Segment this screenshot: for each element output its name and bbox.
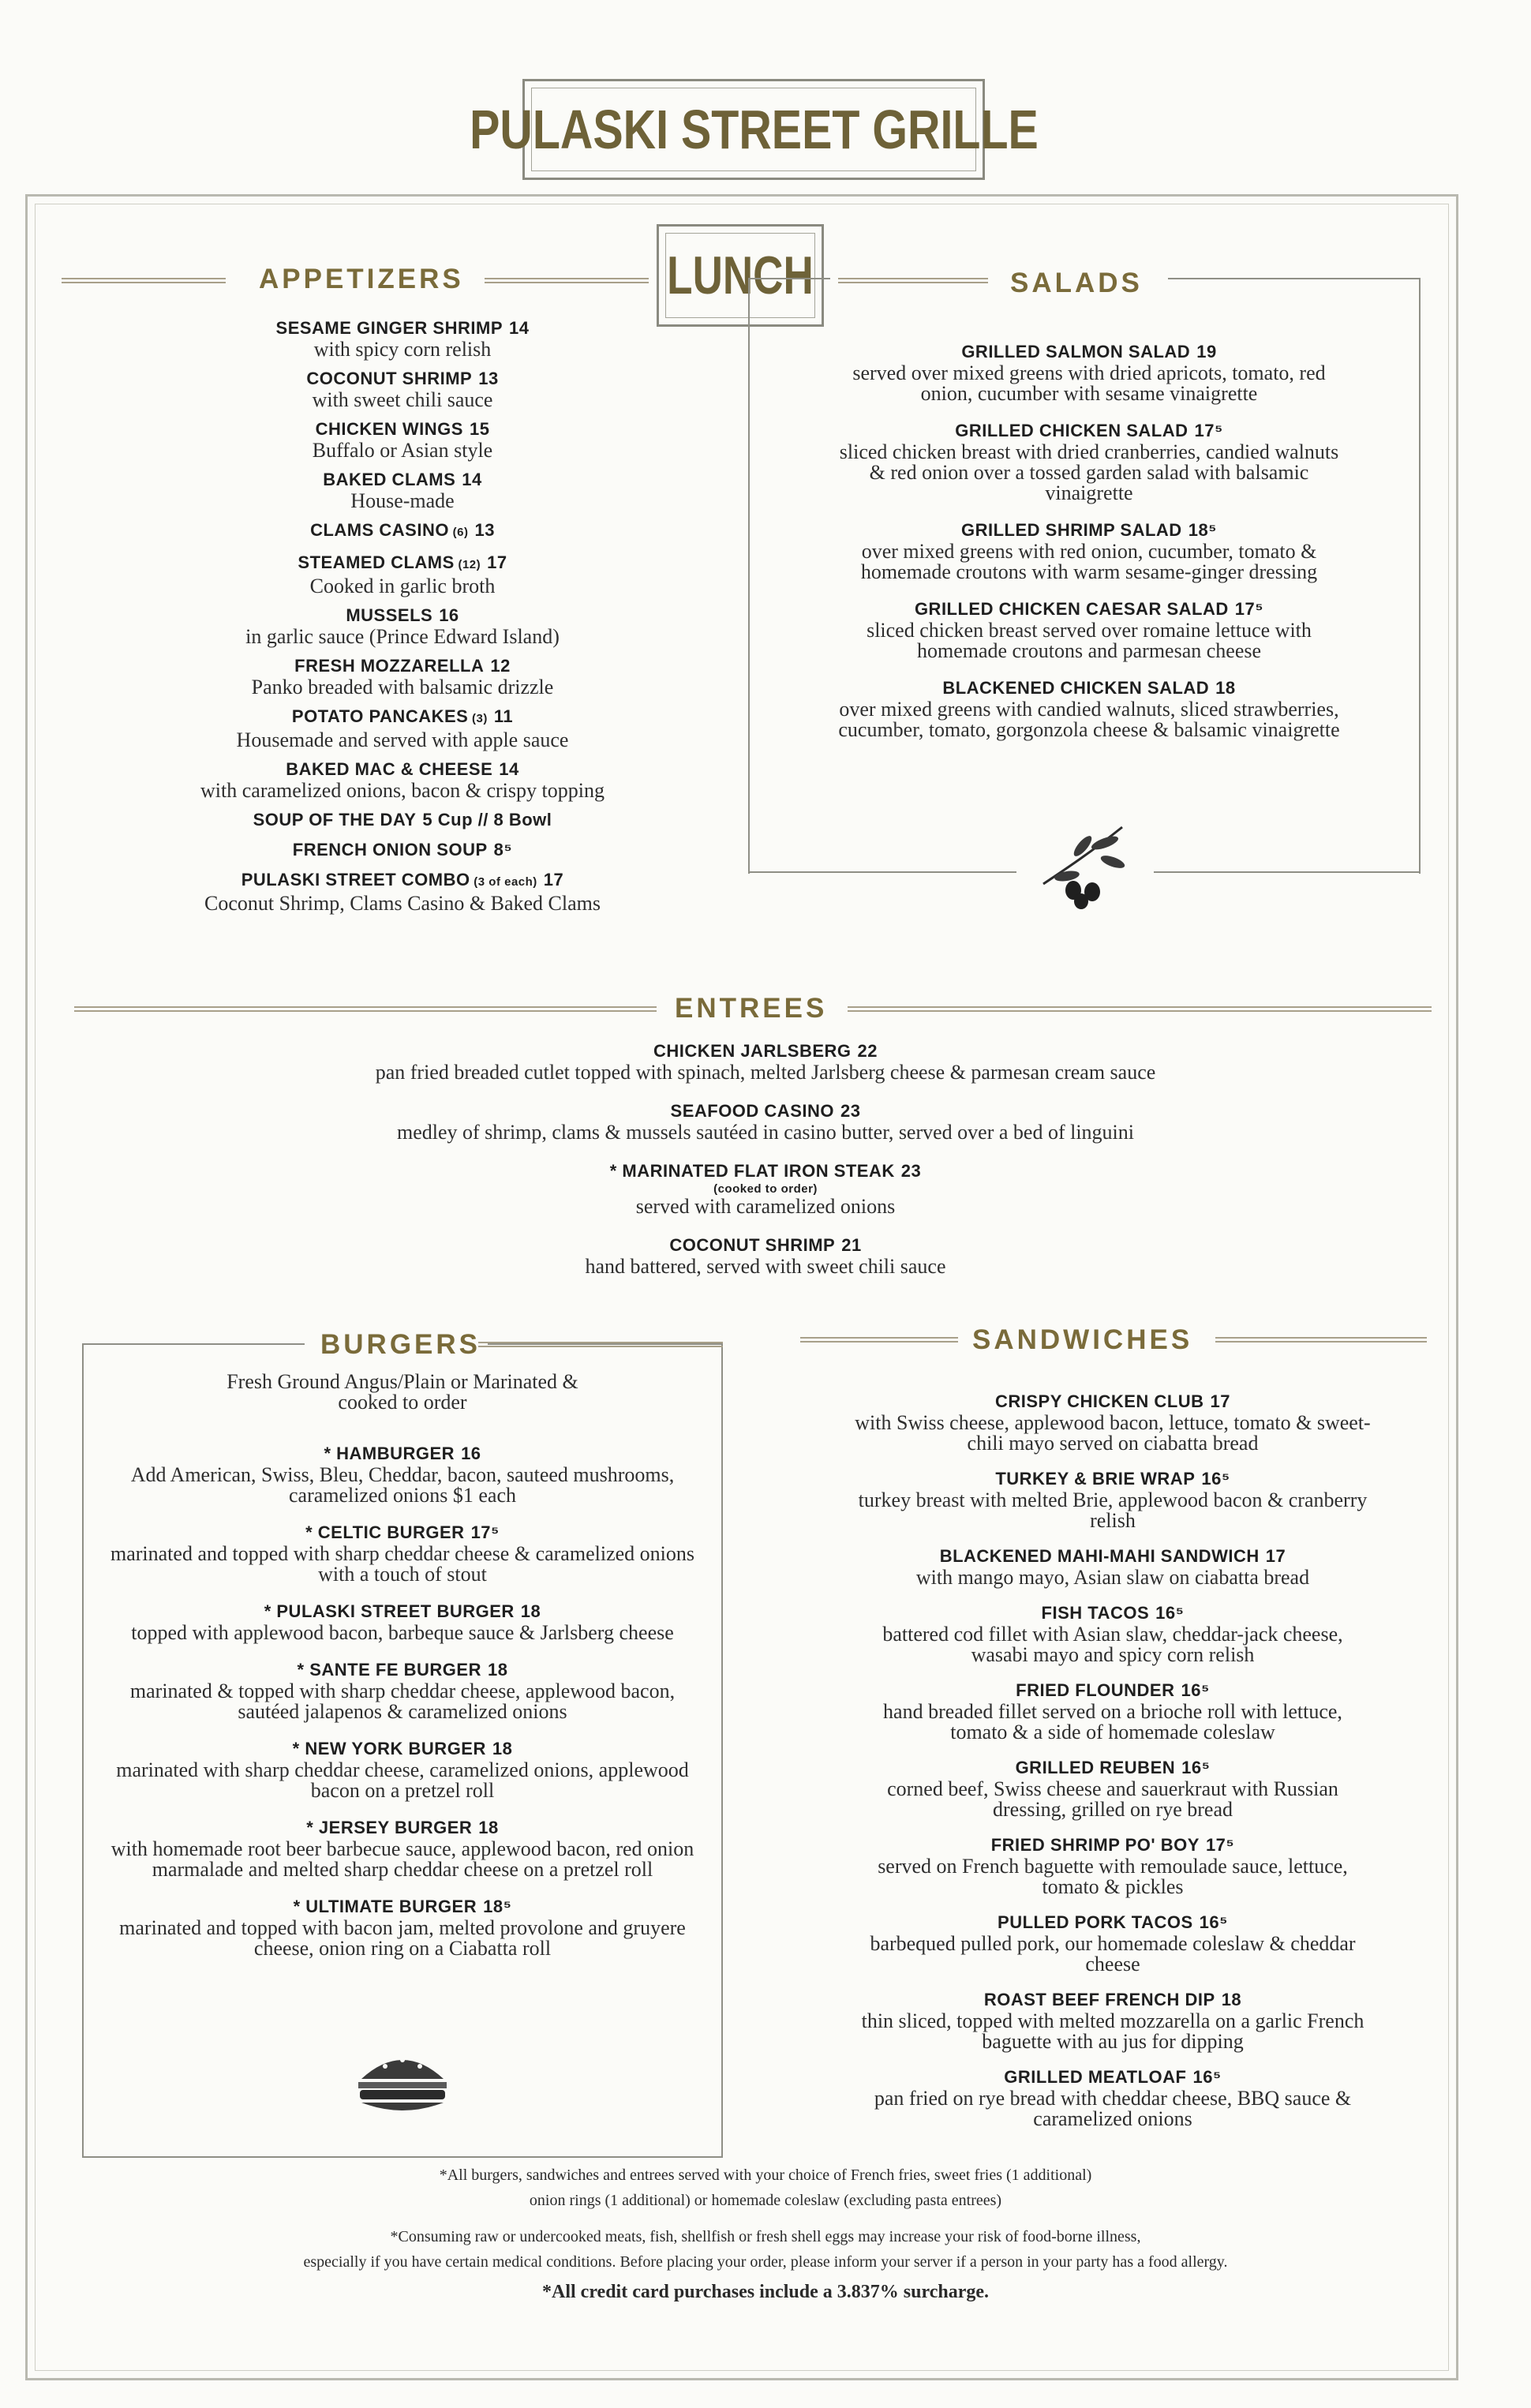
sandwich-item-title: CRISPY CHICKEN CLUB	[994, 1391, 1204, 1411]
burger-item-name	[103, 1601, 702, 1623]
appetizer-item-title: CHICKEN WINGS	[315, 419, 463, 439]
sandwich-item-name	[797, 1757, 1428, 1779]
salads-box-top-right	[1168, 278, 1421, 279]
burger-item	[103, 1443, 702, 1506]
sandwich-item-desc: hand breaded fillet served on a brioche roll with lettuce, tomato & a side of homemade coleslaw	[883, 1700, 1342, 1743]
burger-icon	[354, 2046, 451, 2117]
burgers-box-top-left	[82, 1343, 305, 1345]
appetizer-item-name	[126, 809, 679, 831]
salad-item-name	[789, 341, 1389, 363]
appetizer-item-name	[126, 368, 679, 390]
entree-item-desc: hand battered, served with sweet chili sauce	[585, 1255, 946, 1278]
appetizer-item	[126, 418, 679, 461]
appetizer-item-name	[126, 552, 679, 576]
entree-item-price: 23	[900, 1161, 922, 1181]
burger-item-title: * PULASKI STREET BURGER	[264, 1601, 515, 1621]
appetizer-item-price: 11	[493, 706, 514, 726]
entree-item-price: 22	[857, 1041, 878, 1061]
appetizer-item	[126, 809, 679, 831]
sandwich-item-price: 16⁵	[1199, 1912, 1228, 1932]
salad-item-title: GRILLED SALMON SALAD	[961, 342, 1191, 361]
appetizer-item-price: 8⁵	[493, 840, 513, 859]
sandwich-item-name	[797, 1602, 1428, 1624]
burger-item-desc: marinated and topped with bacon jam, melted provolone and gruyere cheese, onion ring on a Ciabatta roll	[119, 1916, 686, 1960]
burger-item	[103, 1659, 702, 1722]
salad-item-price: 18⁵	[1188, 520, 1218, 540]
appetizer-item-qty: (12)	[454, 558, 481, 571]
sandwich-item-title: FRIED FLOUNDER	[1016, 1680, 1175, 1700]
sides-note-2: onion rings (1 additional) or homemade coleslaw (excluding pasta entrees)	[529, 2192, 1002, 2209]
sandwich-item-price: 17	[1210, 1391, 1231, 1411]
burger-item-name	[103, 1896, 702, 1918]
appetizer-item-price: 5 Cup // 8 Bowl	[422, 810, 552, 830]
appetizer-item-title: FRENCH ONION SOUP	[292, 840, 488, 859]
sandwich-item-price: 17⁵	[1205, 1835, 1235, 1855]
sandwich-item-title: GRILLED MEATLOAF	[1004, 2067, 1187, 2087]
entree-item-title: SEAFOOD CASINO	[670, 1101, 834, 1121]
appetizer-item	[126, 469, 679, 511]
salad-item-title: BLACKENED CHICKEN SALAD	[942, 678, 1210, 698]
appetizer-item	[126, 758, 679, 801]
burger-item-price: 18	[487, 1660, 508, 1680]
divider	[1215, 1337, 1427, 1343]
burger-item	[103, 1738, 702, 1801]
salads-box-bottom-left	[748, 871, 1016, 873]
sandwich-item-price: 16⁵	[1155, 1603, 1185, 1623]
sandwich-item-name	[797, 1989, 1428, 2011]
sandwich-item-price: 16⁵	[1181, 1758, 1211, 1777]
burger-item-price: 18	[492, 1739, 513, 1758]
salad-item	[789, 598, 1389, 661]
restaurant-title-box	[469, 79, 1039, 180]
salad-item	[789, 677, 1389, 740]
sandwich-item-name	[797, 1468, 1428, 1490]
burgers-intro: Fresh Ground Angus/Plain or Marinated & cooked to order	[226, 1370, 578, 1414]
burger-item	[103, 1522, 702, 1585]
entree-item-note: (cooked to order)	[713, 1182, 818, 1196]
divider	[800, 1337, 958, 1343]
salads-list	[789, 341, 1389, 756]
appetizer-item	[126, 519, 679, 544]
salad-item-price: 19	[1196, 342, 1217, 361]
footer-notes	[95, 2163, 1436, 2305]
sandwiches-heading: SANDWICHES	[972, 1324, 1193, 1355]
appetizer-item-price: 14	[462, 470, 482, 489]
burger-item-price: 18	[478, 1818, 499, 1837]
salad-item-desc: over mixed greens with candied walnuts, sliced strawberries, cucumber, tomato, gorgonzola cheese & balsamic vinaigrette	[838, 698, 1340, 741]
sandwich-item-desc: battered cod fillet with Asian slaw, cheddar-jack cheese, wasabi mayo and spicy corn relish	[882, 1623, 1343, 1666]
appetizer-item-title: PULASKI STREET COMBO	[241, 870, 470, 889]
burger-item	[103, 1896, 702, 1959]
appetizer-item-desc: with caramelized onions, bacon & crispy topping	[200, 779, 605, 802]
sandwich-item-desc: thin sliced, topped with melted mozzarella on a garlic French baguette with au jus for dipping	[861, 2009, 1364, 2053]
appetizer-item-price: 13	[478, 369, 499, 388]
entree-item-desc: medley of shrimp, clams & mussels sautéed in casino butter, served over a bed of linguini	[396, 1121, 1135, 1144]
burger-item-price: 17⁵	[470, 1522, 500, 1542]
appetizer-item-name	[126, 869, 679, 893]
appetizer-item-title: STEAMED CLAMS	[298, 552, 455, 572]
entree-item-desc: pan fried breaded cutlet topped with spinach, melted Jarlsberg cheese & parmesan cream sauce	[375, 1061, 1156, 1084]
appetizer-item-title: SESAME GINGER SHRIMP	[275, 318, 503, 338]
appetizer-item-title: COCONUT SHRIMP	[306, 369, 473, 388]
burger-item-price: 18⁵	[483, 1897, 512, 1916]
entree-item-title: COCONUT SHRIMP	[669, 1235, 836, 1255]
sandwich-item-desc: with mango mayo, Asian slaw on ciabatta bread	[915, 1566, 1310, 1589]
appetizer-item-name	[126, 317, 679, 339]
appetizer-item	[126, 655, 679, 698]
burger-item-name	[103, 1443, 702, 1465]
appetizer-item-name	[126, 706, 679, 730]
burger-item-desc: marinated and topped with sharp cheddar cheese & caramelized onions with a touch of stout	[110, 1542, 694, 1586]
appetizer-item-name	[126, 758, 679, 781]
salad-item-title: GRILLED CHICKEN CAESAR SALAD	[914, 599, 1229, 619]
sandwich-item	[797, 1391, 1428, 1454]
salads-box-top-left	[748, 278, 830, 279]
burger-item-desc: Add American, Swiss, Bleu, Cheddar, bacon, sauteed mushrooms, caramelized onions $1 each	[130, 1463, 675, 1507]
burger-item-desc: marinated with sharp cheddar cheese, caramelized onions, applewood bacon on a pretzel roll	[116, 1758, 689, 1802]
appetizer-item-title: SOUP OF THE DAY	[253, 810, 417, 830]
appetizer-item-desc: Panko breaded with balsamic drizzle	[251, 676, 554, 698]
sandwich-item-price: 16⁵	[1192, 2067, 1222, 2087]
sandwich-item-title: PULLED PORK TACOS	[998, 1912, 1193, 1932]
sandwich-item	[797, 1912, 1428, 1975]
sandwich-item	[797, 1468, 1428, 1531]
salad-item-name	[789, 519, 1389, 541]
burger-item-name	[103, 1817, 702, 1839]
appetizers-heading: APPETIZERS	[259, 264, 464, 294]
burger-item-title: * ULTIMATE BURGER	[293, 1897, 477, 1916]
burger-item-desc: marinated & topped with sharp cheddar cheese, applewood bacon, sautéed jalapenos & caramelized onions	[129, 1680, 676, 1723]
sandwich-item-title: TURKEY & BRIE WRAP	[995, 1469, 1196, 1489]
appetizer-item	[126, 706, 679, 751]
sandwich-item	[797, 1545, 1428, 1588]
appetizer-item	[126, 839, 679, 861]
entree-item-title: * MARINATED FLAT IRON STEAK	[609, 1161, 895, 1181]
burger-item-title: * NEW YORK BURGER	[292, 1739, 486, 1758]
appetizer-item-price: 17	[543, 870, 564, 889]
sandwich-item	[797, 1989, 1428, 2052]
entree-item-price: 23	[840, 1101, 861, 1121]
sandwich-item-desc: turkey breast with melted Brie, applewood bacon & cranberry relish	[858, 1489, 1368, 1532]
restaurant-name: PULASKI STREET GRILLE	[469, 99, 1039, 160]
allergy-note-2: especially if you have certain medical conditions. Before placing your order, please inform your server if a person in your party has a food allergy.	[303, 2253, 1228, 2271]
entree-item-title: CHICKEN JARLSBERG	[653, 1041, 852, 1061]
divider	[848, 1006, 1432, 1012]
sandwich-item-desc: served on French baguette with remoulade sauce, lettuce, tomato & pickles	[878, 1855, 1348, 1898]
salad-item-name	[789, 420, 1389, 442]
sandwich-item-price: 16⁵	[1201, 1469, 1230, 1489]
sides-note-1: *All burgers, sandwiches and entrees served with your choice of French fries, sweet fries (1 additional)	[439, 2166, 1092, 2184]
salad-item-desc: sliced chicken breast with dried cranberries, candied walnuts & red onion over a tossed garden salad with balsamic vinaigrette	[839, 440, 1339, 504]
appetizer-item	[126, 317, 679, 360]
entree-item-name	[237, 1160, 1294, 1182]
entree-item-name	[237, 1234, 1294, 1256]
salad-item-desc: served over mixed greens with dried apricots, tomato, red onion, cucumber with sesame vinaigrette	[852, 361, 1326, 405]
allergy-note-1: *Consuming raw or undercooked meats, fish, shellfish or fresh shell eggs may increase your risk of food-borne illness,	[390, 2228, 1141, 2245]
salad-item-name	[789, 677, 1389, 699]
burger-item-desc: with homemade root beer barbecue sauce, applewood bacon, red onion marmalade and melted sharp cheddar cheese on a pretzel roll	[110, 1837, 694, 1881]
salad-item-price: 18	[1215, 678, 1236, 698]
salads-heading: SALADS	[1010, 268, 1143, 298]
appetizer-item-price: 17	[487, 552, 507, 572]
burger-item-title: * HAMBURGER	[324, 1444, 455, 1463]
divider	[478, 1342, 723, 1347]
appetizer-item-desc: in garlic sauce (Prince Edward Island)	[245, 625, 560, 648]
divider	[74, 1006, 657, 1012]
appetizer-item-name	[126, 605, 679, 627]
entree-item	[237, 1160, 1294, 1217]
appetizer-item-name	[126, 839, 679, 861]
sandwich-item-name	[797, 2066, 1428, 2088]
appetizer-item-desc: Housemade and served with apple sauce	[236, 728, 569, 751]
entree-item	[237, 1234, 1294, 1277]
burger-item-price: 18	[520, 1601, 541, 1621]
appetizer-item-name	[126, 655, 679, 677]
appetizer-item-price: 16	[439, 605, 459, 625]
burgers-intro-wrap	[110, 1372, 694, 1413]
entree-item-price: 21	[841, 1235, 862, 1255]
burger-item	[103, 1817, 702, 1880]
appetizer-item-desc: House-made	[350, 489, 455, 512]
salad-item-name	[789, 598, 1389, 620]
salad-item-title: GRILLED CHICKEN SALAD	[955, 421, 1188, 440]
burger-item-name	[103, 1522, 702, 1544]
sandwich-item-desc: with Swiss cheese, applewood bacon, lettuce, tomato & sweet-chili mayo served on ciabatta bread	[855, 1411, 1371, 1455]
salad-item	[789, 420, 1389, 504]
salad-item	[789, 341, 1389, 404]
entree-item-name	[237, 1040, 1294, 1062]
sandwich-item-title: GRILLED REUBEN	[1015, 1758, 1176, 1777]
appetizer-item	[126, 368, 679, 410]
salad-item-price: 17⁵	[1194, 421, 1223, 440]
sandwich-item-title: ROAST BEEF FRENCH DIP	[983, 1990, 1215, 2009]
divider	[62, 278, 226, 283]
salad-item-desc: over mixed greens with red onion, cucumber, tomato & homemade croutons with warm sesame-ginger dressing	[860, 540, 1318, 583]
appetizer-item-name	[126, 519, 679, 544]
entree-item	[237, 1100, 1294, 1143]
appetizer-item-qty: (3 of each)	[470, 875, 537, 889]
burger-item-name	[103, 1659, 702, 1681]
appetizer-item-title: CLAMS CASINO	[310, 520, 449, 540]
appetizer-item	[126, 552, 679, 597]
burger-item-price: 16	[461, 1444, 481, 1463]
sandwich-item	[797, 1834, 1428, 1897]
burgers-heading: BURGERS	[320, 1329, 481, 1360]
sandwich-item-price: 18	[1221, 1990, 1242, 2009]
appetizer-item-price: 14	[509, 318, 530, 338]
appetizers-list	[126, 317, 679, 922]
appetizer-item-name	[126, 469, 679, 491]
appetizer-item-title: MUSSELS	[346, 605, 433, 625]
salads-box-bottom-right	[1154, 871, 1421, 873]
appetizer-item-title: POTATO PANCAKES	[291, 706, 469, 726]
appetizer-item	[126, 605, 679, 647]
appetizer-item-title: FRESH MOZZARELLA	[294, 656, 485, 676]
sandwich-item-name	[797, 1912, 1428, 1934]
appetizer-item-desc: Cooked in garlic broth	[309, 575, 496, 597]
divider	[838, 278, 988, 283]
appetizer-item-desc: with spicy corn relish	[313, 338, 492, 361]
appetizer-item-qty: (6)	[448, 526, 469, 539]
sandwich-item	[797, 2066, 1428, 2129]
appetizer-item-price: 12	[490, 656, 511, 676]
burger-item-title: * CELTIC BURGER	[305, 1522, 465, 1542]
appetizer-item-qty: (3)	[468, 712, 488, 725]
sandwich-item-desc: pan fried on rye bread with cheddar cheese, BBQ sauce & caramelized onions	[874, 2087, 1352, 2130]
burgers-list	[103, 1443, 702, 1975]
sandwich-item-name	[797, 1834, 1428, 1856]
divider	[485, 278, 649, 283]
salad-item	[789, 519, 1389, 582]
entrees-list	[237, 1040, 1294, 1294]
entrees-heading: ENTREES	[675, 993, 828, 1024]
salad-item-price: 17⁵	[1234, 599, 1264, 619]
burger-item	[103, 1601, 702, 1643]
appetizer-item-price: 13	[474, 520, 495, 540]
appetizer-item-desc: Buffalo or Asian style	[312, 439, 493, 462]
sandwich-item-title: FISH TACOS	[1041, 1603, 1150, 1623]
sandwich-item	[797, 1602, 1428, 1665]
entree-item	[237, 1040, 1294, 1083]
appetizer-item-price: 14	[499, 759, 519, 779]
appetizer-item-name	[126, 418, 679, 440]
sandwich-item-price: 17	[1265, 1546, 1286, 1566]
sandwich-item-desc: barbequed pulled pork, our homemade coleslaw & cheddar cheese	[870, 1932, 1356, 1975]
appetizer-item-desc: with sweet chili sauce	[312, 388, 493, 411]
salad-item-desc: sliced chicken breast served over romaine lettuce with homemade croutons and parmesan cheese	[867, 619, 1312, 662]
sandwich-item-title: BLACKENED MAHI-MAHI SANDWICH	[939, 1546, 1260, 1566]
sandwich-item-title: FRIED SHRIMP PO' BOY	[990, 1835, 1200, 1855]
surcharge-note: *All credit card purchases include a 3.837% surcharge.	[542, 2282, 989, 2302]
sandwich-item-price: 16⁵	[1181, 1680, 1210, 1700]
menu-title: LUNCH	[667, 245, 814, 305]
olive-branch-icon	[1035, 821, 1143, 909]
burger-item-name	[103, 1738, 702, 1760]
appetizer-item-title: BAKED CLAMS	[323, 470, 456, 489]
sandwich-item	[797, 1757, 1428, 1820]
appetizer-item-desc: Coconut Shrimp, Clams Casino & Baked Clams	[204, 892, 601, 915]
appetizer-item	[126, 869, 679, 914]
salad-item-title: GRILLED SHRIMP SALAD	[960, 520, 1182, 540]
sandwich-item-desc: corned beef, Swiss cheese and sauerkraut with Russian dressing, grilled on rye bread	[887, 1777, 1338, 1821]
appetizer-item-title: BAKED MAC & CHEESE	[286, 759, 493, 779]
sandwich-item	[797, 1680, 1428, 1743]
burger-item-title: * SANTE FE BURGER	[297, 1660, 481, 1680]
sandwich-item-name	[797, 1680, 1428, 1702]
entree-item-name	[237, 1100, 1294, 1122]
sandwich-item-name	[797, 1545, 1428, 1567]
entree-item-desc: served with caramelized onions	[635, 1195, 896, 1218]
burger-item-desc: topped with applewood bacon, barbeque sauce & Jarlsberg cheese	[131, 1621, 674, 1644]
burger-item-title: * JERSEY BURGER	[306, 1818, 473, 1837]
appetizer-item-price: 15	[469, 419, 490, 439]
sandwich-item-name	[797, 1391, 1428, 1413]
sandwiches-list	[797, 1391, 1428, 2144]
